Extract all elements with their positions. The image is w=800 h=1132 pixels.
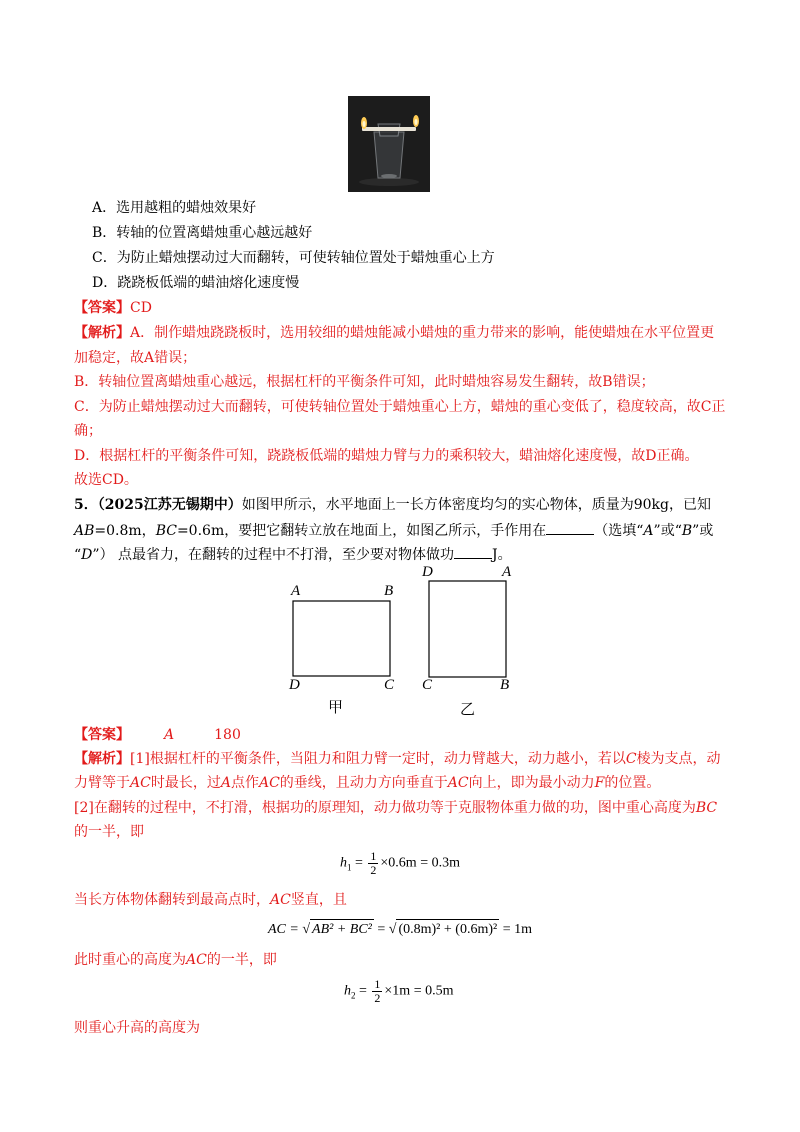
option-c: C．为防止蜡烛摆动过大而翻转，可使转轴位置处于蜡烛重心上方	[92, 250, 495, 266]
answer-blank-1[interactable]	[546, 520, 594, 535]
option-b: B．转轴的位置离蜡烛重心越远越好	[92, 225, 313, 241]
eq-var: h	[344, 983, 351, 999]
eq-var: h	[340, 855, 347, 871]
q4-analysis-line6: D．根据杠杆的平衡条件可知，跷跷板低端的蜡烛力臂与力的乘积较大，蜡油熔化速度慢，故D正确。	[74, 448, 699, 464]
analysis-text: 力臂等于	[74, 775, 130, 791]
option-a: A．选用越粗的蜡烛效果好	[92, 200, 257, 216]
q4-analysis-line4: C．为防止蜡烛摆动过大而翻转，可使转轴位置处于蜡烛重心上方，蜡烛的重心变低了，稳度较高，故C正	[74, 399, 726, 415]
q5-stem-line3	[74, 544, 512, 565]
fraction	[372, 978, 382, 1005]
q5-analysis-line1	[74, 749, 721, 769]
var-ac: AC	[130, 775, 151, 791]
stem-part: （选填“	[594, 523, 644, 539]
analysis-text: 竖直，且	[290, 892, 347, 908]
numerator: 1	[374, 977, 381, 991]
var-c: C	[625, 751, 637, 767]
var-a: A	[220, 775, 231, 791]
q5-stem-line1	[74, 495, 711, 515]
question-source: （2025江苏无锡期中）	[97, 497, 242, 513]
analysis-text: A．制作蜡烛跷跷板时，选用较细的蜡烛能减小蜡烛的重力带来的影响，能使蜡烛在水平位置更	[130, 325, 715, 341]
q5-analysis-line6	[74, 950, 277, 970]
choice-d: D	[81, 547, 93, 563]
q4-analysis-line7: 故选CD。	[74, 472, 138, 488]
eq-rhs: ×1m = 0.5m	[384, 983, 454, 999]
denominator: 2	[370, 863, 377, 877]
analysis-text: 点作	[230, 775, 259, 791]
q5-answer	[74, 725, 241, 745]
answer-tag: 【答案】	[74, 300, 130, 316]
diagram-shapes	[280, 566, 530, 716]
analysis-text: 的一半，即	[206, 952, 277, 968]
eq-sub: 2	[351, 990, 356, 1001]
label-yi-b: B	[500, 677, 510, 693]
rectangle-diagram	[280, 566, 530, 716]
stem-part: ”） 点最省力，在翻转的过程中不打滑，至少要对物体做功	[92, 547, 455, 563]
var-ac: AC	[186, 952, 207, 968]
var-bc: BC	[155, 523, 177, 539]
label-jia-b: B	[384, 583, 394, 599]
analysis-text: [1]根据杠杆的平衡条件，当阻力和阻力臂一定时，动力臂越大，动力越小，若以	[130, 751, 626, 767]
var-ac: AC	[447, 775, 469, 791]
q4-analysis-line5: 确；	[74, 423, 102, 439]
label-yi-c: C	[422, 677, 433, 693]
label-jia-d: D	[289, 677, 300, 693]
label-yi-a: A	[502, 564, 512, 580]
eq-sub: 1	[347, 862, 352, 873]
candle-photo-art	[348, 96, 430, 192]
eq-lhs: AC =	[268, 922, 303, 937]
analysis-text: 的位置。	[604, 775, 661, 791]
fraction	[368, 850, 378, 877]
label-jia-a: A	[291, 583, 301, 599]
q5-analysis-line5	[74, 890, 347, 910]
stem-part: ”或“	[653, 523, 682, 539]
answer-value-1: A	[164, 727, 175, 743]
denominator: 2	[374, 991, 381, 1005]
caption-yi: 乙	[460, 700, 476, 718]
eq-rhs: = 1m	[499, 922, 532, 937]
radicand: (0.8m)² + (0.6m)²	[396, 919, 499, 940]
q4-analysis-line2: 加稳定，故A错误；	[74, 350, 197, 366]
answer-tag: 【答案】	[74, 727, 130, 743]
q5-stem-line2	[74, 520, 713, 541]
stem-part: J。	[492, 547, 512, 563]
analysis-text: 当长方体物体翻转到最高点时，	[74, 892, 270, 908]
stem-part: “	[74, 547, 82, 563]
answer-blank-2[interactable]	[454, 544, 492, 559]
label-yi-d: D	[422, 564, 433, 580]
q5-analysis-line2	[74, 773, 660, 793]
analysis-text: 时最长，过	[150, 775, 221, 791]
answer-value-2: 180	[214, 727, 241, 743]
q4-answer	[74, 298, 152, 318]
analysis-text: 向上，即为最小动力	[468, 775, 595, 791]
choice-b: B	[681, 523, 693, 539]
analysis-text: [2]在翻转的过程中，不打滑，根据功的原理知，动力做功等于克服物体重力做的功，图中重心高度为	[74, 800, 696, 816]
equation-h2: $h_2$ = $\frac{1}{2}$ ×1m = 0.5m	[344, 977, 454, 1005]
numerator: 1	[370, 849, 377, 863]
choice-a: A	[643, 523, 654, 539]
analysis-text: 的垂线，且动力方向垂直于	[279, 775, 448, 791]
question-number: 5．	[74, 497, 98, 513]
radicand: AB² + BC²	[310, 919, 374, 940]
candle-seesaw-photo	[348, 96, 430, 192]
eq-rhs: ×0.6m = 0.3m	[380, 855, 460, 871]
analysis-text: 此时重心的高度为	[74, 952, 186, 968]
var-ac: AC	[258, 775, 280, 791]
var-bc: BC	[695, 800, 718, 816]
q5-analysis-line3	[74, 798, 717, 818]
label-jia-c: C	[384, 677, 395, 693]
analysis-text: 棱为支点，动	[636, 751, 721, 767]
answer-value: CD	[130, 300, 152, 316]
caption-jia: 甲	[328, 698, 344, 716]
var-ab: AB	[74, 523, 95, 539]
stem-part: =0.8m，	[94, 523, 156, 539]
stem-text: 如图甲所示，水平地面上一长方体密度均匀的实心物体，质量为90kg，已知	[241, 497, 711, 513]
q5-analysis-line7: 则重心升高的高度为	[74, 1020, 200, 1036]
stem-part: ”或	[692, 523, 714, 539]
var-ac: AC	[270, 892, 291, 908]
analysis-tag: 【解析】	[74, 751, 130, 767]
analysis-tag: 【解析】	[74, 325, 130, 341]
var-f: F	[594, 775, 605, 791]
stem-part: =0.6m，要把它翻转立放在地面上，如图乙所示，手作用在	[176, 523, 547, 539]
equation-h1: $h_1$ = $\frac{1}{2}$ ×0.6m = 0.3m	[340, 849, 460, 877]
option-d: D．跷跷板低端的蜡油熔化速度慢	[92, 275, 300, 291]
q4-analysis-line3: B．转轴位置离蜡烛重心越远，根据杠杆的平衡条件可知，此时蜡烛容易发生翻转，故B错误；	[74, 374, 655, 390]
q4-analysis-line1	[74, 323, 714, 343]
q5-analysis-line4: 的一半，即	[74, 824, 144, 840]
eq-mid: =	[373, 922, 389, 937]
equation-ac: AC = √ AB² + BC² = √ (0.8m)² + (0.6m)² = 1m	[268, 919, 532, 940]
